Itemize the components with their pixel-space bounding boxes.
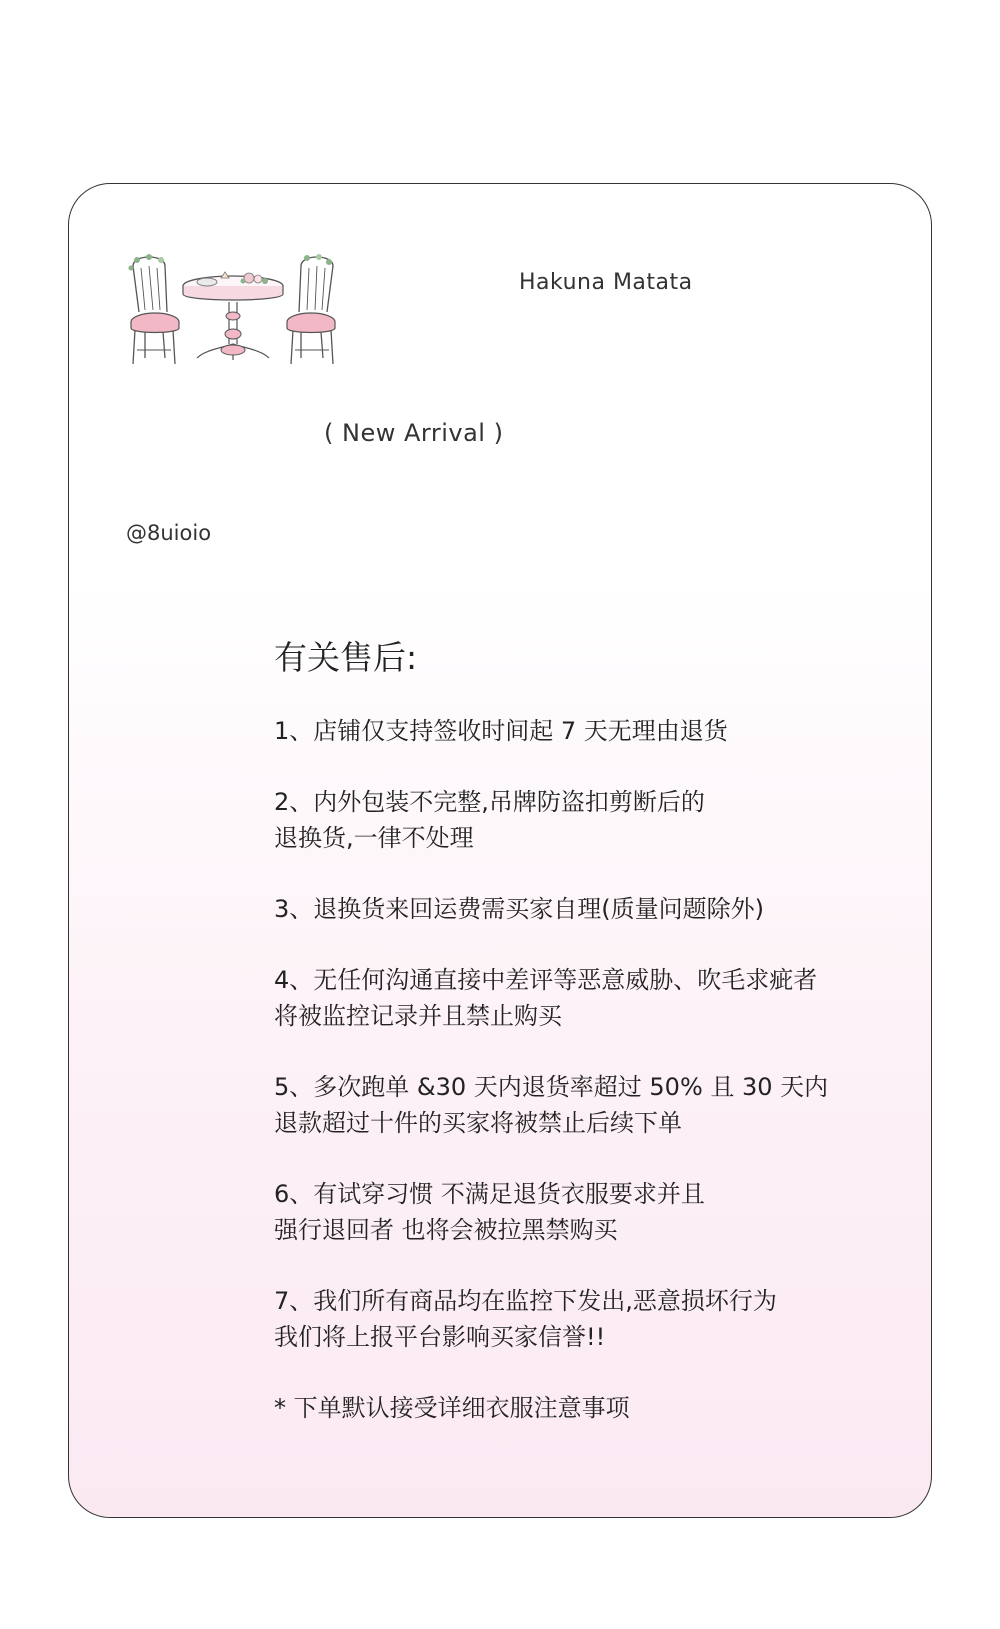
rule-line: 6、有试穿习惯 不满足退货衣服要求并且: [274, 1180, 705, 1208]
rule-line: 3、退换货来回运费需买家自理(质量问题除外): [274, 895, 764, 923]
footnote: * 下单默认接受详细衣服注意事项: [274, 1394, 630, 1422]
bistro-table-chairs-icon: [125, 254, 341, 366]
rule-line: 我们将上报平台影响买家信誉!!: [274, 1323, 606, 1351]
rule-line: 将被监控记录并且禁止购买: [274, 1002, 562, 1030]
rule-1: [274, 713, 874, 749]
rule-6: [274, 1176, 874, 1248]
rule-5: [274, 1069, 874, 1141]
notice-card: [68, 183, 932, 1518]
rule-line: 1、店铺仅支持签收时间起 7 天无理由退货: [274, 717, 728, 745]
rule-line: 退换货,一律不处理: [274, 824, 474, 852]
rule-7: [274, 1283, 874, 1355]
account-handle: @8uioio: [126, 521, 212, 545]
notice-title: 有关售后:: [274, 638, 418, 677]
rule-line: 退款超过十件的买家将被禁止后续下单: [274, 1109, 682, 1137]
brand-name: Hakuna Matata: [519, 270, 693, 295]
rule-4: [274, 962, 874, 1034]
rule-2: [274, 784, 874, 856]
rule-line: 强行退回者 也将会被拉黑禁购买: [274, 1216, 618, 1244]
new-arrival-label: ( New Arrival ): [324, 419, 504, 447]
after-sales-notice: [274, 632, 874, 1426]
rule-line: 2、内外包装不完整,吊牌防盗扣剪断后的: [274, 788, 705, 816]
rule-line: 5、多次跑单 &30 天内退货率超过 50% 且 30 天内: [274, 1073, 829, 1101]
rule-3: [274, 891, 874, 927]
rule-line: 4、无任何沟通直接中差评等恶意威胁、吹毛求疵者: [274, 966, 818, 994]
rule-line: 7、我们所有商品均在监控下发出,恶意损坏行为: [274, 1287, 777, 1315]
